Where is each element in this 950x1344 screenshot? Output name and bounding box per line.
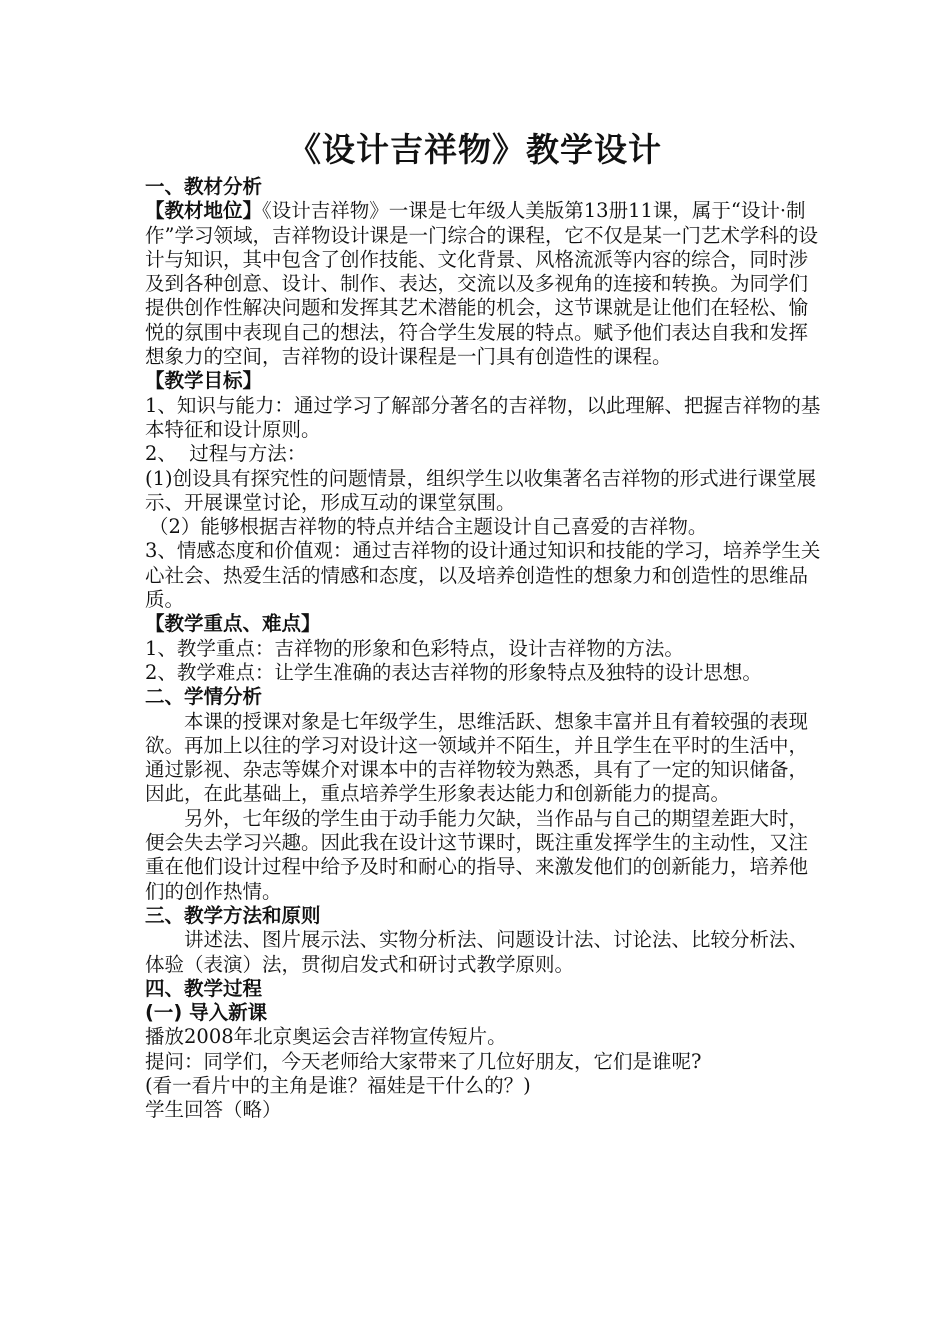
process-line-3: (看一看片中的主角是谁？福娃是干什么的？) [145,1073,531,1097]
section-heading-methods: 三、教学方法和原则 [145,903,321,927]
goal-process-item-1: (1)创设具有探究性的问题情景，组织学生以收集著名吉祥物的形式进行课堂展示、开展课堂讨论，形成互动的课堂氛围。 [145,466,817,514]
text-material-position: 《设计吉祥物》一课是七年级人美版第13册11课，属于“设计·制作”学习领域，吉祥物设计课是一门综合的课程，它不仅是某一门艺术学科的设计与知识，其中包含了创作技能、文化背景、风格流派等内容的综合，同时涉及到各种创意、设计、制作、表达，交流以及多视角的连接和转换。为同学们提供创作性解决问题和发挥其艺术潜能的机会，这节课就是让他们在轻松、愉悦的氛围中表现自己的想法，符合学生发展的特点。赋予他们表达自我和发挥想象力的空间，吉祥物的设计课程是一门具有创造性的课程。 [145,199,818,369]
section-heading-teaching-process: 四、教学过程 [145,976,263,1000]
process-line-1: 播放2008年北京奥运会吉祥物宣传短片。 [145,1025,507,1049]
subheading-key-points: 【教学重点、难点】 [145,612,321,636]
subheading-teaching-goals: 【教学目标】 [145,369,263,393]
process-line-2: 提问：同学们，今天老师给大家带来了几位好朋友，它们是谁呢? [145,1049,702,1073]
paragraph-student-analysis-1: 本课的授课对象是七年级学生，思维活跃、想象丰富并且有着较强的表现欲。再加上以往的学习对设计这一领域并不陌生，并且学生在平时的生活中，通过影视、杂志等媒介对课本中的吉祥物较为熟悉，具有了一定的知识储备，因此，在此基础上，重点培养学生形象表达能力和创新能力的提高。 [145,709,809,806]
goal-process-item-2: （2）能够根据吉祥物的特点并结合主题设计自己喜爱的吉祥物。 [149,515,708,539]
label-material-position: 【教材地位】 [145,199,263,223]
difficult-point: 2、教学难点：让学生准确的表达吉祥物的形象特点及独特的设计思想。 [145,660,762,684]
document-body [145,175,825,1123]
goal-emotion: 3、情感态度和价值观：通过吉祥物的设计通过知识和技能的学习，培养学生关心社会、热爱生活的情感和态度，以及培养创造性的想象力和创造性的思维品质。 [145,539,821,612]
document-title: 《设计吉祥物》教学设计 [288,130,662,169]
subheading-introduction: (一) 导入新课 [145,1001,268,1025]
paragraph-methods: 讲述法、图片展示法、实物分析法、问题设计法、讨论法、比较分析法、体验（表演）法，贯彻启发式和研讨式教学原则。 [145,928,809,976]
section-heading-student-analysis: 二、学情分析 [145,685,263,709]
goal-process: 2、 过程与方法： [145,442,307,466]
section-heading-material-analysis: 一、教材分析 [145,175,263,198]
paragraph-material-position [145,199,825,369]
goal-knowledge: 1、知识与能力：通过学习了解部分著名的吉祥物，以此理解、把握吉祥物的基本特征和设计原则。 [145,393,821,441]
key-point: 1、教学重点：吉祥物的形象和色彩特点，设计吉祥物的方法。 [145,636,684,660]
paragraph-student-analysis-2: 另外，七年级的学生由于动手能力欠缺，当作品与自己的期望差距大时，便会失去学习兴趣。因此我在设计这节课时，既注重发挥学生的主动性，又注重在他们设计过程中给予及时和耐心的指导、来激发他们的创新能力，培养他们的创作热情。 [145,806,809,903]
process-line-4: 学生回答（略） [145,1098,282,1122]
